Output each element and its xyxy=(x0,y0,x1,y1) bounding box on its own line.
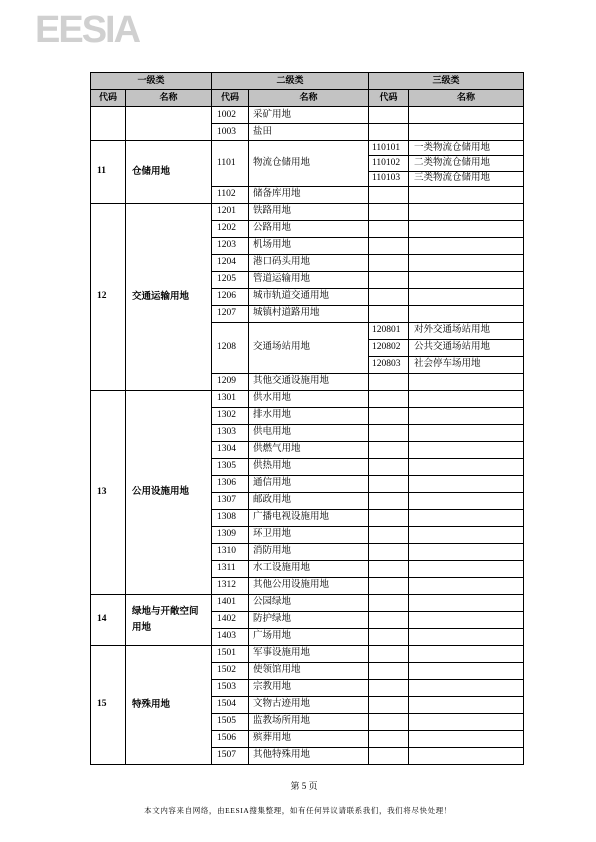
level3-name-cell xyxy=(409,124,524,141)
level3-code-cell xyxy=(369,305,409,322)
level3-code-cell xyxy=(369,679,409,696)
header-level3: 三级类 xyxy=(369,73,524,90)
level3-code-cell xyxy=(369,611,409,628)
subheader-level1-code: 代码 xyxy=(91,90,126,107)
land-use-table xyxy=(90,72,524,765)
table-row xyxy=(91,141,524,156)
level3-name-cell xyxy=(409,594,524,611)
level3-code-cell xyxy=(369,107,409,124)
level2-name-cell: 交通场站用地 xyxy=(249,322,369,373)
level3-code-cell xyxy=(369,696,409,713)
level3-name-cell xyxy=(409,373,524,390)
header-row-fields xyxy=(91,90,524,107)
level2-code-cell: 1102 xyxy=(212,186,249,203)
level2-name-cell: 盐田 xyxy=(249,124,369,141)
level3-name-cell xyxy=(409,107,524,124)
level2-code-cell: 1301 xyxy=(212,390,249,407)
level2-code-cell: 1307 xyxy=(212,492,249,509)
level1-code-cell: 12 xyxy=(91,203,126,390)
level2-code-cell: 1306 xyxy=(212,475,249,492)
level2-name-cell: 其他公用设施用地 xyxy=(249,577,369,594)
level2-code-cell: 1209 xyxy=(212,373,249,390)
level3-code-cell xyxy=(369,424,409,441)
subheader-level1-name: 名称 xyxy=(126,90,212,107)
level3-name-cell xyxy=(409,475,524,492)
level3-name-cell xyxy=(409,458,524,475)
level2-name-cell: 采矿用地 xyxy=(249,107,369,124)
level3-code-cell xyxy=(369,475,409,492)
level3-code-cell xyxy=(369,441,409,458)
level2-name-cell: 储备库用地 xyxy=(249,186,369,203)
level2-name-cell: 公路用地 xyxy=(249,220,369,237)
level3-name-cell: 公共交通场站用地 xyxy=(409,339,524,356)
level3-name-cell: 三类物流仓储用地 xyxy=(409,171,524,186)
level2-name-cell: 水工设施用地 xyxy=(249,560,369,577)
level2-name-cell: 其他交通设施用地 xyxy=(249,373,369,390)
level2-name-cell: 其他特殊用地 xyxy=(249,747,369,764)
level2-name-cell: 军事设施用地 xyxy=(249,645,369,662)
level2-name-cell: 管道运输用地 xyxy=(249,271,369,288)
level2-name-cell: 公园绿地 xyxy=(249,594,369,611)
level2-code-cell: 1502 xyxy=(212,662,249,679)
level2-code-cell: 1302 xyxy=(212,407,249,424)
header-row-levels xyxy=(91,73,524,90)
level3-code-cell xyxy=(369,271,409,288)
table-row xyxy=(91,594,524,611)
page-number: 第 5 页 xyxy=(290,781,318,791)
level3-name-cell xyxy=(409,441,524,458)
level2-name-cell: 文物古迹用地 xyxy=(249,696,369,713)
level1-code-cell: 13 xyxy=(91,390,126,594)
level3-code-cell xyxy=(369,662,409,679)
level2-code-cell: 1505 xyxy=(212,713,249,730)
level3-name-cell xyxy=(409,424,524,441)
level2-code-cell: 1003 xyxy=(212,124,249,141)
level3-name-cell: 一类物流仓储用地 xyxy=(409,141,524,156)
level3-code-cell xyxy=(369,492,409,509)
level2-code-cell: 1507 xyxy=(212,747,249,764)
level2-name-cell: 机场用地 xyxy=(249,237,369,254)
level3-code-cell: 120803 xyxy=(369,356,409,373)
level3-code-cell xyxy=(369,713,409,730)
level3-code-cell xyxy=(369,560,409,577)
level1-name-cell: 公用设施用地 xyxy=(126,390,212,594)
level2-code-cell: 1203 xyxy=(212,237,249,254)
level3-name-cell xyxy=(409,628,524,645)
level3-name-cell xyxy=(409,645,524,662)
level2-name-cell: 使领馆用地 xyxy=(249,662,369,679)
level2-code-cell: 1202 xyxy=(212,220,249,237)
level2-name-cell: 城市轨道交通用地 xyxy=(249,288,369,305)
level2-code-cell: 1002 xyxy=(212,107,249,124)
level2-name-cell: 通信用地 xyxy=(249,475,369,492)
table-body xyxy=(91,107,524,765)
level3-code-cell xyxy=(369,594,409,611)
level2-name-cell: 排水用地 xyxy=(249,407,369,424)
level2-name-cell: 铁路用地 xyxy=(249,203,369,220)
level2-code-cell: 1309 xyxy=(212,526,249,543)
level3-code-cell xyxy=(369,645,409,662)
level2-code-cell: 1403 xyxy=(212,628,249,645)
level3-name-cell xyxy=(409,203,524,220)
level2-code-cell: 1303 xyxy=(212,424,249,441)
table-header xyxy=(91,73,524,107)
table-row xyxy=(91,390,524,407)
level2-name-cell: 防护绿地 xyxy=(249,611,369,628)
level2-code-cell: 1506 xyxy=(212,730,249,747)
subheader-level3-name: 名称 xyxy=(409,90,524,107)
level3-code-cell xyxy=(369,407,409,424)
level3-name-cell xyxy=(409,679,524,696)
table-row xyxy=(91,107,524,124)
level2-name-cell: 供热用地 xyxy=(249,458,369,475)
level3-code-cell xyxy=(369,373,409,390)
level1-name-cell: 仓储用地 xyxy=(126,141,212,204)
level3-name-cell xyxy=(409,390,524,407)
level3-name-cell xyxy=(409,560,524,577)
footer-note: 本文内容来自网络，由EESIA搜集整理，如有任何异议请联系我们，我们将尽快处理！ xyxy=(144,806,452,815)
level2-code-cell: 1201 xyxy=(212,203,249,220)
level3-code-cell: 120801 xyxy=(369,322,409,339)
level3-code-cell xyxy=(369,509,409,526)
level1-code-cell: 14 xyxy=(91,594,126,645)
level3-code-cell xyxy=(369,577,409,594)
level3-code-cell: 120802 xyxy=(369,339,409,356)
subheader-level3-code: 代码 xyxy=(369,90,409,107)
level2-code-cell: 1312 xyxy=(212,577,249,594)
level1-code-cell: 15 xyxy=(91,645,126,764)
level3-name-cell xyxy=(409,543,524,560)
level3-code-cell xyxy=(369,288,409,305)
level2-name-cell: 邮政用地 xyxy=(249,492,369,509)
level3-code-cell xyxy=(369,124,409,141)
header-level2: 二级类 xyxy=(212,73,369,90)
level3-name-cell xyxy=(409,611,524,628)
level3-name-cell: 对外交通场站用地 xyxy=(409,322,524,339)
level2-name-cell: 监教场所用地 xyxy=(249,713,369,730)
level3-code-cell: 110101 xyxy=(369,141,409,156)
level2-code-cell: 1501 xyxy=(212,645,249,662)
level2-name-cell: 港口码头用地 xyxy=(249,254,369,271)
level1-name-cell xyxy=(126,107,212,141)
level2-code-cell: 1305 xyxy=(212,458,249,475)
level3-code-cell: 110102 xyxy=(369,156,409,171)
level3-name-cell xyxy=(409,254,524,271)
table-row xyxy=(91,645,524,662)
level2-code-cell: 1207 xyxy=(212,305,249,322)
level2-name-cell: 消防用地 xyxy=(249,543,369,560)
level2-code-cell: 1304 xyxy=(212,441,249,458)
level3-code-cell xyxy=(369,186,409,203)
level2-name-cell: 宗教用地 xyxy=(249,679,369,696)
level3-code-cell xyxy=(369,526,409,543)
level2-code-cell: 1310 xyxy=(212,543,249,560)
level1-code-cell: 11 xyxy=(91,141,126,204)
level2-name-cell: 供电用地 xyxy=(249,424,369,441)
level3-name-cell xyxy=(409,526,524,543)
level3-code-cell xyxy=(369,254,409,271)
level2-code-cell: 1308 xyxy=(212,509,249,526)
level3-name-cell: 二类物流仓储用地 xyxy=(409,156,524,171)
eesia-logo: EESIA xyxy=(35,9,140,51)
level2-name-cell: 广场用地 xyxy=(249,628,369,645)
level3-code-cell xyxy=(369,203,409,220)
level2-name-cell: 供燃气用地 xyxy=(249,441,369,458)
level3-name-cell xyxy=(409,730,524,747)
level3-name-cell xyxy=(409,696,524,713)
level3-code-cell xyxy=(369,747,409,764)
level3-name-cell xyxy=(409,747,524,764)
level3-name-cell xyxy=(409,713,524,730)
level1-code-cell xyxy=(91,107,126,141)
level3-name-cell xyxy=(409,305,524,322)
level3-name-cell xyxy=(409,662,524,679)
level2-code-cell: 1205 xyxy=(212,271,249,288)
level2-code-cell: 1208 xyxy=(212,322,249,373)
header-level1: 一级类 xyxy=(91,73,212,90)
level2-code-cell: 1503 xyxy=(212,679,249,696)
level2-name-cell: 殡葬用地 xyxy=(249,730,369,747)
level3-name-cell xyxy=(409,220,524,237)
level2-code-cell: 1204 xyxy=(212,254,249,271)
level3-code-cell xyxy=(369,390,409,407)
level3-code-cell xyxy=(369,628,409,645)
level2-code-cell: 1401 xyxy=(212,594,249,611)
level3-code-cell xyxy=(369,730,409,747)
level3-name-cell: 社会停车场用地 xyxy=(409,356,524,373)
level3-name-cell xyxy=(409,407,524,424)
level3-code-cell xyxy=(369,543,409,560)
level2-name-cell: 供水用地 xyxy=(249,390,369,407)
level2-name-cell: 城镇村道路用地 xyxy=(249,305,369,322)
level3-name-cell xyxy=(409,492,524,509)
level3-name-cell xyxy=(409,577,524,594)
level3-name-cell xyxy=(409,509,524,526)
subheader-level2-code: 代码 xyxy=(212,90,249,107)
table-row xyxy=(91,203,524,220)
level3-name-cell xyxy=(409,237,524,254)
level2-name-cell: 物流仓储用地 xyxy=(249,141,369,187)
level2-code-cell: 1311 xyxy=(212,560,249,577)
level1-name-cell: 特殊用地 xyxy=(126,645,212,764)
level3-name-cell xyxy=(409,271,524,288)
level1-name-cell: 绿地与开敞空间用地 xyxy=(126,594,212,645)
subheader-level2-name: 名称 xyxy=(249,90,369,107)
level2-name-cell: 广播电视设施用地 xyxy=(249,509,369,526)
level3-code-cell xyxy=(369,458,409,475)
level2-name-cell: 环卫用地 xyxy=(249,526,369,543)
level2-code-cell: 1504 xyxy=(212,696,249,713)
level3-name-cell xyxy=(409,288,524,305)
level1-name-cell: 交通运输用地 xyxy=(126,203,212,390)
level2-code-cell: 1402 xyxy=(212,611,249,628)
level3-name-cell xyxy=(409,186,524,203)
level2-code-cell: 1101 xyxy=(212,141,249,187)
level3-code-cell: 110103 xyxy=(369,171,409,186)
level2-code-cell: 1206 xyxy=(212,288,249,305)
level3-code-cell xyxy=(369,237,409,254)
level3-code-cell xyxy=(369,220,409,237)
